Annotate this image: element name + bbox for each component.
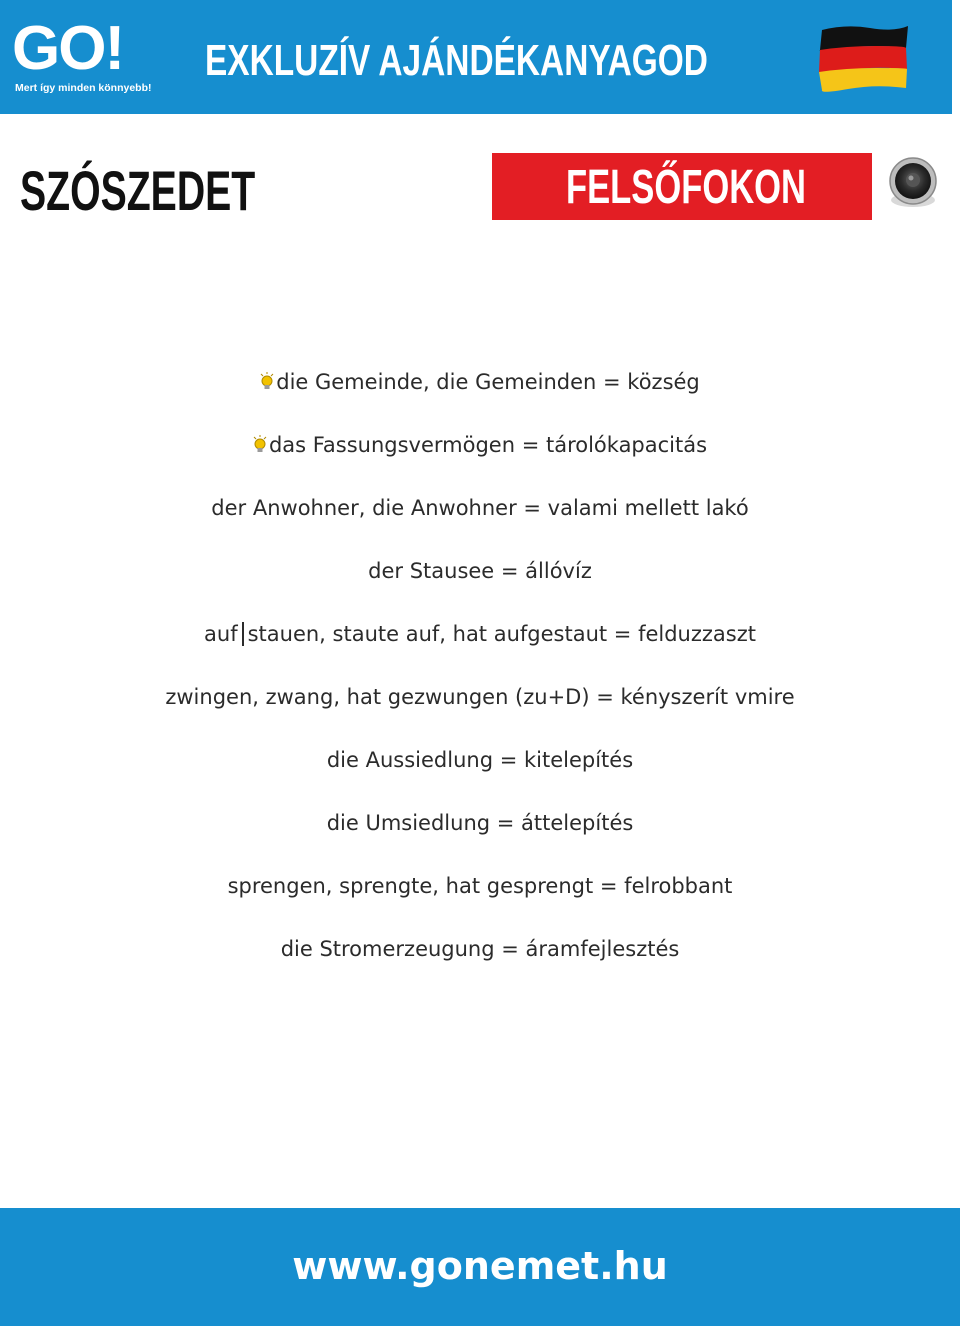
header-title: EXKLUZÍV AJÁNDÉKANYAGOD	[205, 36, 708, 85]
header-bar	[0, 0, 952, 114]
vocab-prefix: auf	[204, 622, 238, 646]
level-badge	[492, 153, 872, 220]
vocab-item	[0, 551, 960, 614]
vocab-item	[0, 677, 960, 740]
vocab-item	[0, 866, 960, 929]
vocabulary-list	[0, 362, 960, 992]
vocab-text: die Stromerzeugung = áramfejlesztés	[280, 937, 680, 961]
logo-mark: GO!	[12, 14, 124, 83]
vocab-text: der Stausee = állóvíz	[368, 559, 592, 583]
vocab-text: stauen, staute auf, hat aufgestaut = felduzzaszt	[247, 622, 756, 646]
website-link[interactable]: www.gonemet.hu	[292, 1244, 668, 1288]
logo-tagline: Mert így minden könnyebb!	[15, 82, 152, 94]
go-logo[interactable]	[12, 14, 152, 98]
vocab-text: sprengen, sprengte, hat gesprengt = felrobbant	[227, 874, 733, 898]
lightbulb-icon	[253, 435, 267, 455]
vocab-text: die Gemeinde, die Gemeinden = község	[276, 370, 700, 394]
vocab-item	[0, 929, 960, 992]
footer-bar	[0, 1208, 960, 1326]
page-title: SZÓSZEDET	[20, 159, 256, 222]
vocab-item	[0, 614, 960, 677]
vocab-item	[0, 740, 960, 803]
vocab-text: der Anwohner, die Anwohner = valami mellett lakó	[211, 496, 749, 520]
vocab-item	[0, 488, 960, 551]
vocab-text: das Fassungsvermögen = tárolókapacitás	[268, 433, 708, 457]
vocab-item	[0, 803, 960, 866]
germany-flag-icon	[816, 22, 910, 92]
level-label: FELSŐFOKON	[566, 161, 806, 214]
vocab-text: die Umsiedlung = áttelepítés	[326, 811, 634, 835]
vocab-text: die Aussiedlung = kitelepítés	[326, 748, 634, 772]
vocab-item	[0, 425, 960, 488]
speaker-icon[interactable]	[886, 156, 942, 210]
separable-prefix-divider	[242, 622, 244, 646]
vocab-item	[0, 362, 960, 425]
vocab-text: zwingen, zwang, hat gezwungen (zu+D) = kényszerít vmire	[165, 685, 795, 709]
lightbulb-icon	[260, 372, 274, 392]
